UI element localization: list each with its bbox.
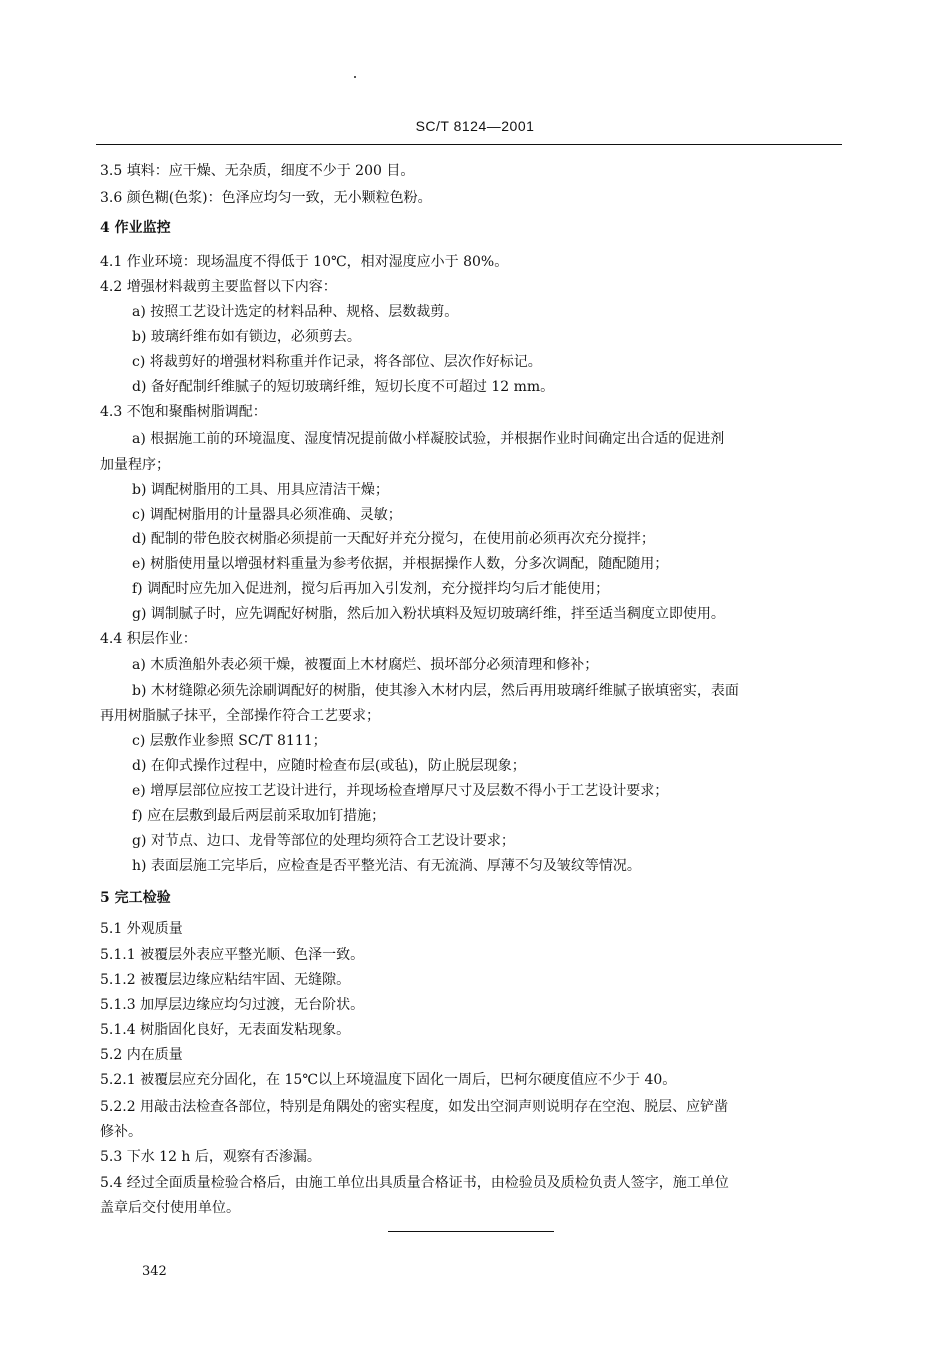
page-header: SC/T 8124—2001: [415, 118, 535, 134]
section-4-heading: 4 作业监控: [100, 220, 171, 236]
clause-5-1-1: 5.1.1 被覆层外表应平整光顺、色泽一致。: [100, 947, 365, 963]
list-item: d) 在仰式操作过程中，应随时检查布层(或毡)，防止脱层现象；: [132, 758, 526, 774]
clause-3-6: 3.6 颜色糊(色浆)：色泽应均匀一致，无小颗粒色粉。: [100, 190, 432, 206]
list-item: a) 根据施工前的环境温度、湿度情况提前做小样凝胶试验，并根据作业时间确定出合适的促进剂: [132, 431, 725, 447]
list-item: d) 备好配制纤维腻子的短切玻璃纤维，短切长度不可超过 12 mm。: [132, 379, 555, 395]
list-item: c) 调配树脂用的计量器具必须准确、灵敏；: [132, 507, 402, 523]
clause-4-4: 4.4 积层作业：: [100, 631, 197, 647]
end-rule: [388, 1231, 554, 1232]
clause-4-3: 4.3 不饱和聚酯树脂调配：: [100, 404, 267, 420]
list-item: g) 调制腻子时，应先调配好树脂，然后加入粉状填料及短切玻璃纤维，拌至适当稠度立即使用。: [132, 606, 725, 622]
list-item: b) 木材缝隙必须先涂刷调配好的树脂，使其渗入木材内层，然后再用玻璃纤维腻子嵌填密实，表面: [132, 683, 739, 699]
list-item-continuation: 再用树脂腻子抹平，全部操作符合工艺要求；: [100, 708, 380, 724]
clause-5-4: 5.4 经过全面质量检验合格后，由施工单位出具质量合格证书，由检验员及质检负责人签字，施工单位: [100, 1175, 729, 1191]
clause-continuation: 修补。: [100, 1124, 142, 1140]
list-item: g) 对节点、边口、龙骨等部位的处理均须符合工艺设计要求；: [132, 833, 515, 849]
section-5-heading: 5 完工检验: [100, 890, 171, 906]
list-item: f) 调配时应先加入促进剂，搅匀后再加入引发剂，充分搅拌均匀后才能使用；: [132, 581, 610, 597]
clause-4-2: 4.2 增强材料裁剪主要监督以下内容：: [100, 279, 337, 295]
clause-5-2: 5.2 内在质量: [100, 1047, 183, 1063]
clause-5-1-2: 5.1.2 被覆层边缘应粘结牢固、无缝隙。: [100, 972, 351, 988]
list-item: b) 调配树脂用的工具、用具应清洁干燥；: [132, 482, 389, 498]
clause-5-2-2: 5.2.2 用敲击法检查各部位，特别是角隅处的密实程度，如发出空洞声则说明存在空泡、脱层、应铲凿: [100, 1099, 729, 1115]
clause-4-1: 4.1 作业环境：现场温度不得低于 10℃，相对湿度应小于 80%。: [100, 254, 509, 270]
list-item: a) 木质渔船外表必须干燥，被覆面上木材腐烂、损坏部分必须清理和修补；: [132, 657, 599, 673]
list-item: e) 树脂使用量以增强材料重量为参考依据，并根据操作人数，分多次调配，随配随用；: [132, 556, 669, 572]
scan-speck: [354, 76, 356, 78]
list-item: c) 层敷作业参照 SC/T 8111；: [132, 733, 327, 749]
list-item: c) 将裁剪好的增强材料称重并作记录，将各部位、层次作好标记。: [132, 354, 542, 370]
list-item-continuation: 加量程序；: [100, 457, 170, 473]
list-item: h) 表面层施工完毕后，应检查是否平整光洁、有无流淌、厚薄不匀及皱纹等情况。: [132, 858, 641, 874]
list-item: d) 配制的带色胶衣树脂必须提前一天配好并充分搅匀，在使用前必须再次充分搅拌；: [132, 531, 655, 547]
list-item: a) 按照工艺设计选定的材料品种、规格、层数裁剪。: [132, 304, 459, 320]
clause-3-5: 3.5 填料：应干燥、无杂质，细度不少于 200 目。: [100, 163, 415, 179]
header-rule: [96, 144, 842, 145]
clause-5-1-3: 5.1.3 加厚层边缘应均匀过渡，无台阶状。: [100, 997, 365, 1013]
list-item: f) 应在层敷到最后两层前采取加钉措施；: [132, 808, 386, 824]
list-item: e) 增厚层部位应按工艺设计进行，并现场检查增厚尺寸及层数不得小于工艺设计要求；: [132, 783, 669, 799]
clause-5-1: 5.1 外观质量: [100, 921, 183, 937]
clause-5-3: 5.3 下水 12 h 后，观察有否渗漏。: [100, 1149, 321, 1165]
list-item: b) 玻璃纤维布如有锁边，必须剪去。: [132, 329, 361, 345]
clause-5-1-4: 5.1.4 树脂固化良好，无表面发粘现象。: [100, 1022, 351, 1038]
clause-5-2-1: 5.2.1 被覆层应充分固化，在 15℃以上环境温度下固化一周后，巴柯尔硬度值应不少于 40。: [100, 1072, 677, 1088]
clause-continuation: 盖章后交付使用单位。: [100, 1200, 240, 1216]
page-number: 342: [142, 1264, 167, 1279]
